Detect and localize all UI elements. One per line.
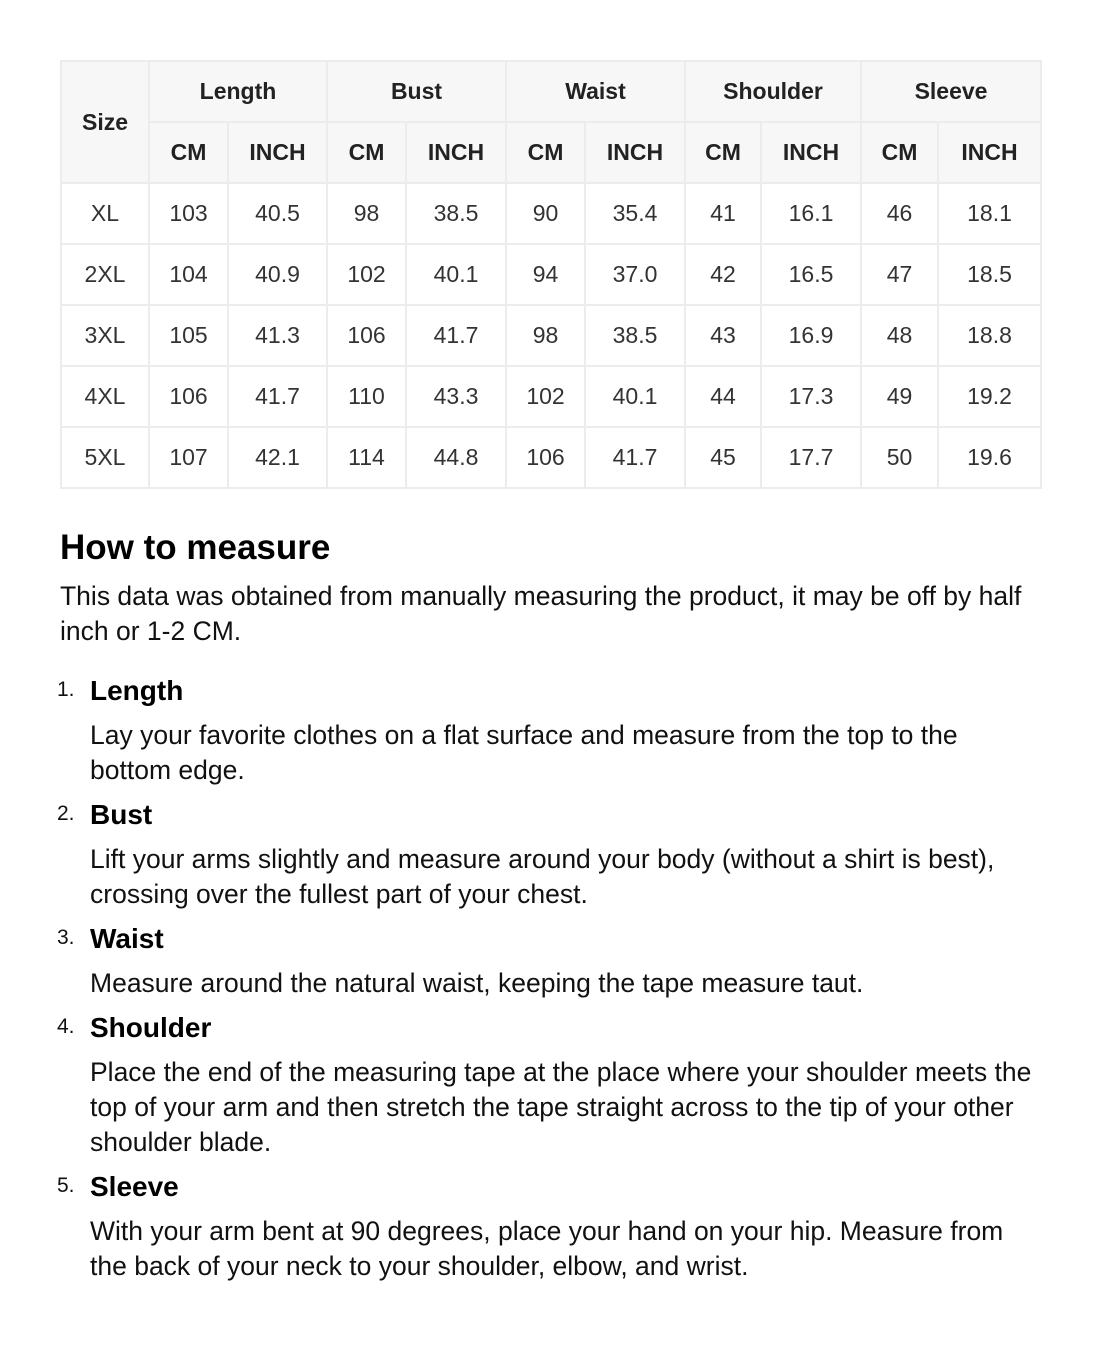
table-cell: 38.5 xyxy=(585,305,685,366)
step-number: 3. xyxy=(57,926,75,949)
size-header: Size xyxy=(61,61,149,183)
list-item xyxy=(57,797,1040,912)
group-header-bust: Bust xyxy=(327,61,506,122)
table-cell: 47 xyxy=(861,244,938,305)
list-item xyxy=(57,673,1040,788)
table-cell: 102 xyxy=(327,244,406,305)
table-cell: 102 xyxy=(506,366,585,427)
size-cell: 4XL xyxy=(61,366,149,427)
table-cell: 38.5 xyxy=(406,183,506,244)
unit-header-inch: INCH xyxy=(406,122,506,183)
table-cell: 40.1 xyxy=(585,366,685,427)
table-cell: 44 xyxy=(685,366,761,427)
table-cell: 45 xyxy=(685,427,761,488)
table-cell: 40.9 xyxy=(228,244,327,305)
unit-header-cm: CM xyxy=(506,122,585,183)
step-title: Length xyxy=(90,675,184,706)
table-cell: 41.3 xyxy=(228,305,327,366)
table-header-row-units xyxy=(61,122,1041,183)
step-title: Shoulder xyxy=(90,1012,212,1043)
table-cell: 16.5 xyxy=(761,244,861,305)
group-header-shoulder: Shoulder xyxy=(685,61,861,122)
unit-header-inch: INCH xyxy=(761,122,861,183)
unit-header-cm: CM xyxy=(685,122,761,183)
table-cell: 110 xyxy=(327,366,406,427)
how-to-measure-heading: How to measure xyxy=(60,528,331,567)
size-cell: 5XL xyxy=(61,427,149,488)
group-header-length: Length xyxy=(149,61,327,122)
step-title: Sleeve xyxy=(90,1171,179,1202)
step-number: 5. xyxy=(57,1174,75,1197)
unit-header-inch: INCH xyxy=(585,122,685,183)
step-text: Lift your arms slightly and measure around your body (without a shirt is best), crossing over the fullest part of your chest. xyxy=(90,844,995,909)
table-row xyxy=(61,244,1041,305)
table-cell: 41.7 xyxy=(228,366,327,427)
measure-intro-text: This data was obtained from manually measuring the product, it may be off by half inch or 1-2 CM. xyxy=(60,581,1022,646)
table-cell: 106 xyxy=(149,366,228,427)
table-cell: 37.0 xyxy=(585,244,685,305)
table-cell: 48 xyxy=(861,305,938,366)
table-cell: 49 xyxy=(861,366,938,427)
list-item xyxy=(57,1010,1040,1160)
size-cell: 3XL xyxy=(61,305,149,366)
step-title: Bust xyxy=(90,799,153,830)
step-number: 4. xyxy=(57,1015,75,1038)
size-chart-table xyxy=(60,60,1042,489)
table-row xyxy=(61,427,1041,488)
table-cell: 114 xyxy=(327,427,406,488)
group-header-sleeve: Sleeve xyxy=(861,61,1041,122)
table-cell: 17.3 xyxy=(761,366,861,427)
table-cell: 106 xyxy=(506,427,585,488)
step-number: 1. xyxy=(57,678,75,701)
table-cell: 107 xyxy=(149,427,228,488)
measure-steps-list xyxy=(57,673,1040,1284)
table-header-row-groups xyxy=(61,61,1041,122)
table-cell: 41 xyxy=(685,183,761,244)
table-cell: 41.7 xyxy=(585,427,685,488)
table-cell: 41.7 xyxy=(406,305,506,366)
table-cell: 105 xyxy=(149,305,228,366)
table-cell: 46 xyxy=(861,183,938,244)
table-cell: 106 xyxy=(327,305,406,366)
table-cell: 17.7 xyxy=(761,427,861,488)
list-item xyxy=(57,921,1040,1001)
table-cell: 16.9 xyxy=(761,305,861,366)
size-cell: XL xyxy=(61,183,149,244)
table-cell: 43.3 xyxy=(406,366,506,427)
table-cell: 44.8 xyxy=(406,427,506,488)
step-text: Place the end of the measuring tape at the place where your shoulder meets the top of your arm and then stretch the tape straight across to the tip of your other shoulder blade. xyxy=(90,1057,1032,1157)
table-cell: 19.6 xyxy=(938,427,1041,488)
table-cell: 40.1 xyxy=(406,244,506,305)
table-cell: 43 xyxy=(685,305,761,366)
table-cell: 103 xyxy=(149,183,228,244)
table-cell: 42.1 xyxy=(228,427,327,488)
table-cell: 19.2 xyxy=(938,366,1041,427)
table-cell: 50 xyxy=(861,427,938,488)
table-cell: 18.8 xyxy=(938,305,1041,366)
table-cell: 40.5 xyxy=(228,183,327,244)
unit-header-inch: INCH xyxy=(938,122,1041,183)
unit-header-cm: CM xyxy=(327,122,406,183)
table-cell: 18.1 xyxy=(938,183,1041,244)
group-header-waist: Waist xyxy=(506,61,685,122)
table-cell: 35.4 xyxy=(585,183,685,244)
list-item xyxy=(57,1169,1040,1284)
table-cell: 98 xyxy=(327,183,406,244)
table-cell: 42 xyxy=(685,244,761,305)
table-cell: 94 xyxy=(506,244,585,305)
step-text: With your arm bent at 90 degrees, place your hand on your hip. Measure from the back of your neck to your shoulder, elbow, and wrist. xyxy=(90,1216,1004,1281)
table-cell: 18.5 xyxy=(938,244,1041,305)
table-row xyxy=(61,183,1041,244)
table-row xyxy=(61,305,1041,366)
step-text: Lay your favorite clothes on a flat surface and measure from the top to the bottom edge. xyxy=(90,720,958,785)
table-cell: 98 xyxy=(506,305,585,366)
unit-header-cm: CM xyxy=(861,122,938,183)
unit-header-cm: CM xyxy=(149,122,228,183)
step-title: Waist xyxy=(90,923,164,954)
step-text: Measure around the natural waist, keeping the tape measure taut. xyxy=(90,968,864,998)
unit-header-inch: INCH xyxy=(228,122,327,183)
table-cell: 90 xyxy=(506,183,585,244)
table-cell: 104 xyxy=(149,244,228,305)
table-row xyxy=(61,366,1041,427)
size-cell: 2XL xyxy=(61,244,149,305)
table-cell: 16.1 xyxy=(761,183,861,244)
step-number: 2. xyxy=(57,802,75,825)
